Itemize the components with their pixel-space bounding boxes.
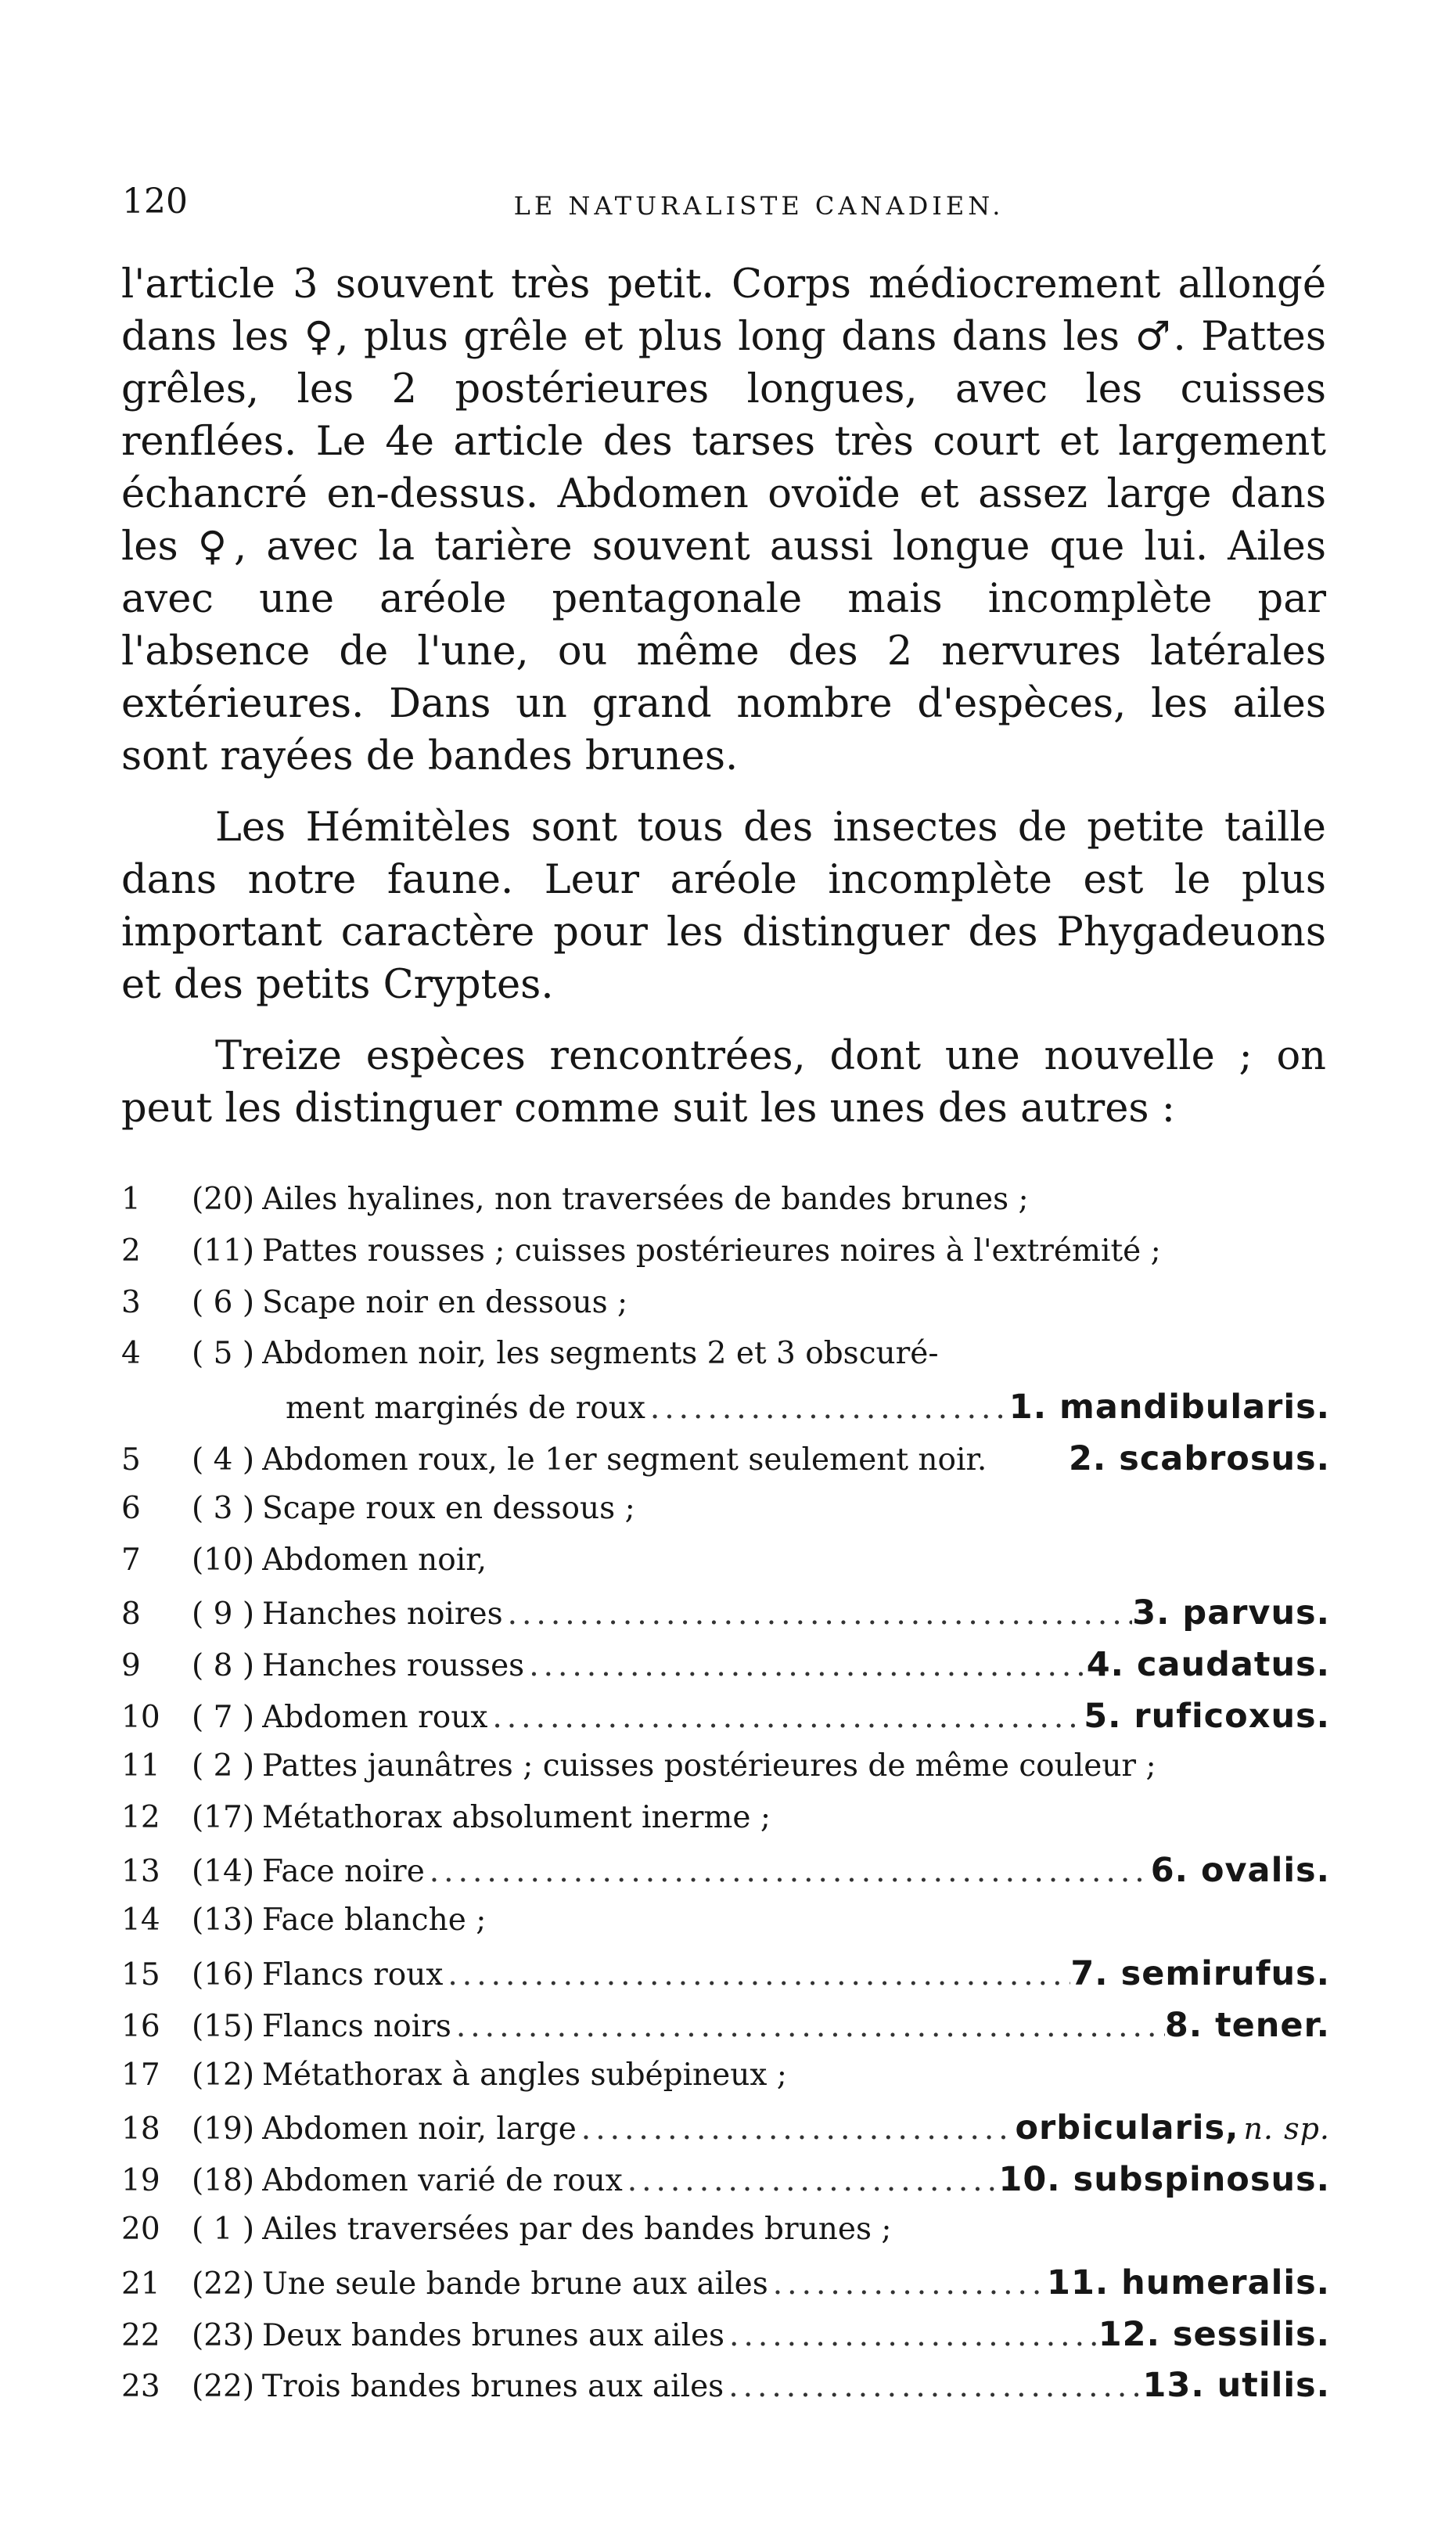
key-description: [262, 1593, 1330, 1633]
species-name: [1087, 1645, 1330, 1684]
key-row: [121, 1903, 1330, 1954]
key-alternate-number: (18): [192, 2163, 255, 2199]
species-label: 8. tener.: [1164, 2005, 1330, 2045]
key-text: ment marginés de roux: [286, 1391, 645, 1427]
key-couplet-number: 19: [121, 2163, 160, 2199]
key-couplet-number: 7: [121, 1542, 141, 1578]
paragraph: l'article 3 souvent très petit. Corps médiocrement allongé dans les ♀, plus grêle et plus long dans dans les ♂. Pattes grêles, les 2 postérieures longues, avec les cuisses renflées. Le 4e article des tarses très court et largement échancré en-dessus. Abdomen ovoïde et assez large dans les ♀, avec la tarière souvent aussi longue que lui. Ailes avec une aréole pentagonale mais incomplète par l'absence de l'une, ou même des 2 nervures latérales extérieures. Dans un grand nombre d'espèces, les ailes sont rayées de bandes brunes.: [121, 261, 1326, 779]
key-row: [121, 2006, 1330, 2057]
key-alternate-number: ( 7 ): [192, 1699, 255, 1735]
key-description: [262, 1903, 1330, 1938]
key-text: Flancs roux: [262, 1957, 444, 1993]
key-text: Abdomen noir,: [262, 1542, 487, 1578]
key-row: [121, 1593, 1330, 1645]
key-alternate-number: ( 8 ): [192, 1648, 255, 1684]
key-couplet-number: 15: [121, 1957, 160, 1993]
species-label: 2. scabrosus.: [1069, 1438, 1330, 1478]
key-row: [121, 2160, 1330, 2212]
key-row: [121, 2315, 1330, 2367]
running-head: LE NATURALISTE CANADIEN.: [513, 191, 1005, 221]
key-row: [121, 1491, 1330, 1543]
key-alternate-number: ( 1 ): [192, 2211, 255, 2247]
species-name: [1047, 2263, 1330, 2302]
species-name: [1143, 2366, 1330, 2405]
key-row: [121, 1233, 1330, 1285]
dot-leader: [724, 2318, 1098, 2353]
dot-leader: [443, 1957, 1070, 1993]
key-description: [262, 2057, 1330, 2093]
key-description: [262, 1543, 1330, 1578]
species-label: 10. subspinosus.: [998, 2160, 1330, 2200]
key-row: [121, 1800, 1330, 1852]
key-text: Hanches rousses: [262, 1648, 525, 1684]
key-couplet-number: 18: [121, 2111, 160, 2147]
key-alternate-number: (17): [192, 1799, 255, 1835]
key-text: Pattes rousses ; cuisses postérieures noires à l'extrémité ;: [262, 1233, 1161, 1269]
species-name: [1132, 1593, 1330, 1633]
key-couplet-number: 1: [121, 1182, 141, 1217]
key-couplet-number: 9: [121, 1648, 141, 1684]
key-couplet-number: 8: [121, 1597, 141, 1633]
key-row: [121, 1748, 1330, 1800]
dot-leader: [768, 2266, 1047, 2302]
key-text: Pattes jaunâtres ; cuisses postérieures de même couleur ;: [262, 1748, 1156, 1784]
key-text: Abdomen varié de roux: [262, 2163, 623, 2199]
key-text: Ailes hyalines, non traversées de bandes brunes ;: [262, 1182, 1029, 1217]
key-alternate-number: (13): [192, 1903, 255, 1939]
key-text: Ailes traversées par des bandes brunes ;: [262, 2211, 892, 2247]
paragraph: Treize espèces rencontrées, dont une nouvelle ; on peut les distinguer comme suit les unes des autres :: [121, 1033, 1326, 1132]
key-description: [262, 1800, 1330, 1835]
key-text: Scape noir en dessous ;: [262, 1284, 628, 1320]
key-couplet-number: 2: [121, 1233, 141, 1269]
key-description: [262, 1748, 1330, 1784]
key-row: [121, 1336, 1330, 1388]
new-species-note: n. sp.: [1243, 2111, 1330, 2147]
species-label: orbicularis,: [1015, 2108, 1239, 2148]
key-text: Face blanche ;: [262, 1903, 487, 1939]
dot-leader: [645, 1391, 1009, 1426]
dot-leader: [577, 2111, 1016, 2147]
species-name: [1098, 2315, 1330, 2354]
page-header: [117, 182, 1338, 229]
key-alternate-number: (15): [192, 2008, 255, 2044]
key-alternate-number: (19): [192, 2111, 255, 2147]
key-couplet-number: 6: [121, 1490, 141, 1526]
dot-leader: [623, 2163, 999, 2198]
species-label: 12. sessilis.: [1098, 2314, 1330, 2354]
key-description: [262, 1285, 1330, 1320]
key-couplet-number: 12: [121, 1799, 160, 1835]
key-text: Scape roux en dessous ;: [262, 1490, 635, 1526]
species-label: 6. ovalis.: [1150, 1851, 1330, 1891]
species-key: [121, 1182, 1330, 2417]
key-description: [262, 2160, 1330, 2199]
key-couplet-number: 23: [121, 2369, 160, 2405]
key-couplet-number: 20: [121, 2211, 160, 2247]
key-alternate-number: ( 3 ): [192, 1490, 255, 1526]
key-text: Abdomen roux: [262, 1699, 488, 1735]
key-alternate-number: ( 2 ): [192, 1748, 255, 1784]
species-label: 11. humeralis.: [1047, 2263, 1330, 2302]
key-couplet-number: 16: [121, 2008, 160, 2044]
species-name: [1070, 1954, 1330, 1993]
key-description: [262, 2108, 1330, 2147]
key-alternate-number: ( 5 ): [192, 1336, 255, 1372]
species-label: 7. semirufus.: [1070, 1953, 1330, 1993]
key-description: [262, 1645, 1330, 1684]
species-label: 1. mandibularis.: [1008, 1388, 1330, 1427]
key-alternate-number: ( 9 ): [192, 1597, 255, 1633]
dot-leader: [425, 1854, 1151, 1889]
dot-leader: [451, 2009, 1165, 2044]
species-name: [1165, 2006, 1330, 2045]
key-alternate-number: ( 6 ): [192, 1284, 255, 1320]
dot-leader: [503, 1597, 1133, 1632]
key-couplet-number: 4: [121, 1336, 141, 1372]
dot-leader: [724, 2369, 1142, 2404]
key-text: Hanches noires: [262, 1597, 503, 1633]
key-couplet-number: 5: [121, 1442, 141, 1478]
key-row: [121, 2108, 1330, 2160]
key-description: [262, 1439, 1330, 1478]
dot-leader: [487, 1700, 1084, 1735]
key-couplet-number: 17: [121, 2057, 160, 2093]
key-alternate-number: (10): [192, 1542, 255, 1578]
key-text: Trois bandes brunes aux ailes: [262, 2369, 724, 2405]
key-row: [121, 1388, 1330, 1439]
key-alternate-number: ( 4 ): [192, 1442, 255, 1478]
key-alternate-number: (22): [192, 2369, 255, 2405]
key-alternate-number: (16): [192, 1957, 255, 1993]
key-alternate-number: (20): [192, 1182, 255, 1217]
key-description: [262, 1182, 1330, 1217]
dot-leader: [524, 1648, 1087, 1683]
key-couplet-number: 14: [121, 1903, 160, 1939]
key-row: [121, 2057, 1330, 2109]
key-description: [262, 1491, 1330, 1526]
key-alternate-number: (22): [192, 2266, 255, 2302]
key-description: [262, 1233, 1330, 1269]
key-row: [121, 2366, 1330, 2417]
paragraph: Les Hémitèles sont tous des insectes de petite taille dans notre faune. Leur aréole incomplète est le plus important caractère pour les distinguer des Phygadeuons et des petits Cryptes.: [121, 805, 1326, 1008]
key-text: Face noire: [262, 1854, 425, 1890]
key-text: Métathorax absolument inerme ;: [262, 1799, 771, 1835]
key-couplet-number: 11: [121, 1748, 160, 1784]
species-name: [1084, 1697, 1330, 1736]
species-label: 5. ruficoxus.: [1084, 1696, 1330, 1736]
key-row: [121, 2212, 1330, 2263]
key-alternate-number: (11): [192, 1233, 255, 1269]
key-text: Flancs noirs: [262, 2008, 451, 2044]
key-description: [262, 2315, 1330, 2354]
key-text: Abdomen noir, large: [262, 2111, 577, 2147]
species-label: 4. caudatus.: [1086, 1645, 1330, 1685]
body-text: [121, 258, 1326, 1154]
key-description: [262, 2212, 1330, 2247]
key-row: [121, 1851, 1330, 1903]
key-text: Métathorax à angles subépineux ;: [262, 2057, 787, 2093]
species-name: [1069, 1439, 1330, 1478]
key-description: [262, 1697, 1330, 1736]
key-row: [121, 1543, 1330, 1594]
species-name: [1015, 2108, 1330, 2147]
key-couplet-number: 3: [121, 1284, 141, 1320]
key-description: [262, 1336, 1330, 1371]
key-couplet-number: 10: [121, 1699, 160, 1735]
key-row: [121, 1439, 1330, 1491]
key-text: Abdomen roux, le 1er segment seulement noir.: [262, 1442, 987, 1478]
key-row: [121, 1182, 1330, 1233]
key-row: [121, 2263, 1330, 2315]
key-alternate-number: (23): [192, 2317, 255, 2353]
key-description: [262, 1851, 1330, 1890]
species-label: 13. utilis.: [1142, 2366, 1330, 2406]
key-row: [121, 1954, 1330, 2006]
key-text: Deux bandes brunes aux ailes: [262, 2317, 725, 2353]
key-couplet-number: 13: [121, 1854, 160, 1890]
species-name: [998, 2160, 1330, 2199]
key-alternate-number: (14): [192, 1854, 255, 1890]
key-row: [121, 1285, 1330, 1337]
species-name: [1009, 1388, 1330, 1427]
key-couplet-number: 21: [121, 2266, 160, 2302]
key-description: [262, 2263, 1330, 2302]
key-text: Une seule bande brune aux ailes: [262, 2266, 768, 2302]
key-row: [121, 1645, 1330, 1697]
key-alternate-number: (12): [192, 2057, 255, 2093]
key-description: [286, 1388, 1330, 1427]
key-text: Abdomen noir, les segments 2 et 3 obscuré-: [262, 1336, 939, 1372]
page-number: 120: [122, 182, 188, 221]
key-description: [262, 2006, 1330, 2045]
key-couplet-number: 22: [121, 2317, 160, 2353]
species-label: 3. parvus.: [1132, 1593, 1330, 1633]
key-description: [262, 1954, 1330, 1993]
species-name: [1151, 1851, 1330, 1890]
key-row: [121, 1697, 1330, 1748]
key-description: [262, 2366, 1330, 2405]
